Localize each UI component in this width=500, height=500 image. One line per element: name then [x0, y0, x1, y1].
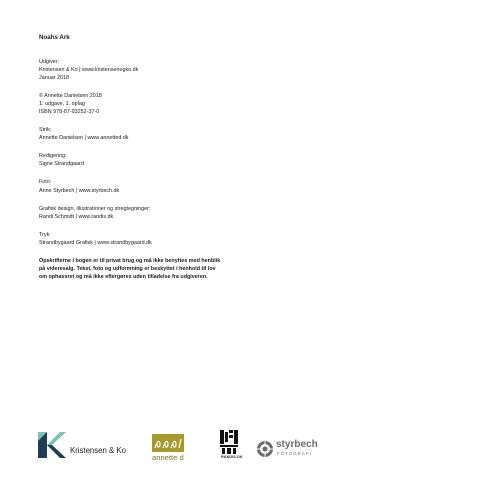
- styrbech-subtitle: FOTOGRAFI: [277, 451, 313, 456]
- publisher-label: Udgiver:: [39, 58, 60, 65]
- print-block: [39, 231, 309, 247]
- rights-notice: [39, 257, 309, 281]
- knitting-label: Strik:: [39, 127, 52, 134]
- kristensen-ko-wordmark: Kristensen & Ko: [70, 446, 126, 455]
- k-monogram-icon: [38, 432, 66, 458]
- notice-line: om ophavsret og må ikke eftergøres uden tilladelse fra udgiveren.: [39, 274, 208, 281]
- colophon-text: [39, 34, 309, 281]
- print-label: Tryk:: [39, 231, 51, 238]
- design-label: Grafisk design, illustrationer og stregtegninger:: [39, 205, 151, 212]
- aperture-icon: [256, 440, 274, 458]
- publication-date: Januar 2018: [39, 74, 69, 81]
- knitting-block: [39, 126, 309, 142]
- randis-wordmark: RANDIS.DK: [221, 455, 243, 459]
- annette-d-wordmark: annette d: [152, 453, 184, 462]
- notice-line: Opskrifterne i bogen er til privat brug og må ikke benyttes med henblik: [39, 258, 221, 264]
- randis-logo: [220, 430, 243, 462]
- copyright-block: [39, 92, 309, 116]
- design-block: [39, 205, 309, 221]
- editing-block: [39, 152, 309, 168]
- notice-line: på videresalg. Tekst, foto og udformning er beskyttet i henhold til lov: [39, 266, 216, 273]
- photo-credit: Anne Styrbech | www.styrbech.dk: [39, 187, 120, 194]
- edition-line: 1. udgave, 1. oplag: [39, 100, 85, 107]
- print-credit: Strandbygaard Grafisk | www.strandbygaard.dk: [39, 239, 152, 246]
- isbn-line: ISBN 978-87-93252-37-0: [39, 108, 100, 115]
- copyright-line: © Annette Danielsen 2018: [39, 92, 102, 99]
- stitch-pattern-icon: [152, 434, 184, 452]
- knitting-credit: Annette Danielsen | www.annetted.dk: [39, 135, 129, 142]
- publisher-block: [39, 58, 309, 82]
- photo-block: [39, 178, 309, 194]
- styrbech-wordmark: styrbech: [276, 439, 318, 450]
- photo-label: Foto:: [39, 179, 52, 186]
- book-title: Noahs Ark: [39, 34, 70, 41]
- randis-monogram-icon: [220, 430, 240, 454]
- design-credit: Randi Schmidt | www.randis.dk: [39, 213, 114, 220]
- editing-label: Redigering:: [39, 153, 67, 160]
- editing-credit: Signe Strandgaard: [39, 161, 84, 168]
- publisher-name: Kristensen & Ko | www.kristensenogko.dk: [39, 66, 139, 73]
